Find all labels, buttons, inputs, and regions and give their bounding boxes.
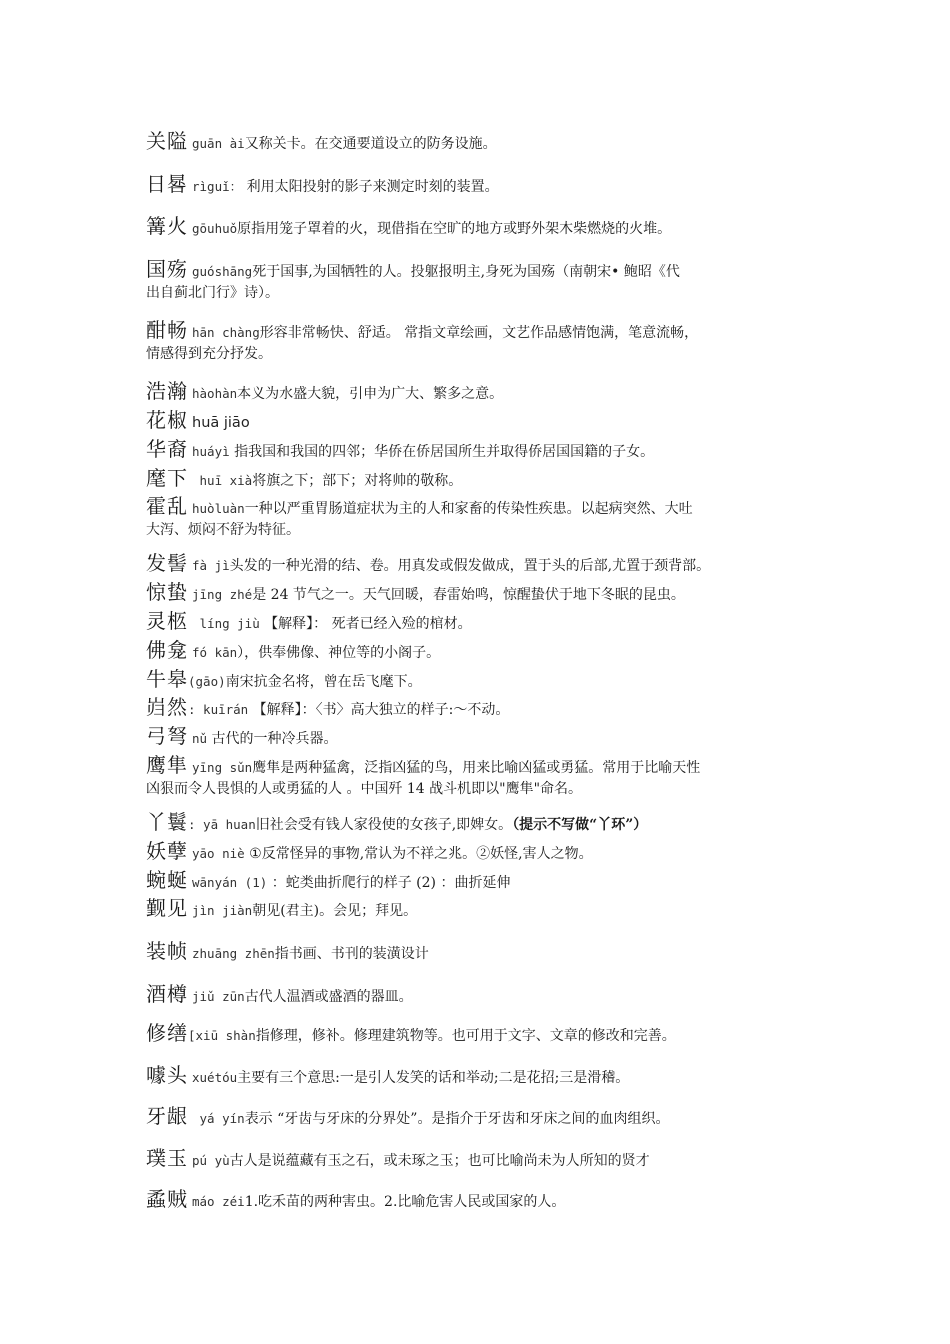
- entry-pinyin: zhuāng zhēn: [192, 946, 275, 961]
- entry-word: 牙龈: [146, 1104, 188, 1128]
- entry-definition: 一种以严重胃肠道症状为主的人和家畜的传染性疾患。以起病突然、大吐: [244, 501, 693, 517]
- entry-pinyin: : yā huan: [188, 817, 256, 832]
- entry-definition: 死于国事,为国牺牲的人。投躯报明主,身死为国殇（南朝宋• 鲍昭《代: [252, 264, 680, 280]
- entry-word: 璞玉: [146, 1146, 188, 1170]
- entry-pinyin: hān chàng: [192, 325, 260, 340]
- entry-word: 麾下: [146, 466, 188, 490]
- entry-note: （提示不写做“丫环”）: [512, 817, 648, 833]
- entry-definition: 指修理，修补。修理建筑物等。也可用于文字、文章的修改和完善。: [255, 1028, 676, 1044]
- entry-word: 华裔: [146, 437, 188, 461]
- entry-fokan: [146, 638, 806, 662]
- entry-lingjiu: [146, 609, 806, 633]
- entry-pinyin: yāo niè: [192, 846, 245, 861]
- entry-word: 惊蛰: [146, 580, 188, 604]
- entry-word: 关隘: [146, 129, 188, 153]
- entry-gongnu: [146, 724, 806, 748]
- entry-word: 岿然: [146, 695, 188, 719]
- entry-pinyin: guóshāng: [192, 264, 253, 279]
- entry-haohan: [146, 379, 806, 403]
- entry-xiushan: [146, 1021, 806, 1045]
- entry-faji: [146, 551, 806, 575]
- entry-definition: 旧社会受有钱人家役使的女孩子,即婢女。: [255, 817, 513, 833]
- entry-niugao: [146, 667, 806, 691]
- entry-pinyin: [xiū shàn: [188, 1028, 256, 1043]
- entry-zhuangzhen: [146, 939, 806, 963]
- entry-definition: 是 24 节气之一。天气回暖，春雷始鸣，惊醒蛰伏于地下冬眠的昆虫。: [252, 587, 685, 603]
- entry-word: 鹰隼: [146, 753, 188, 777]
- entry-pinyin: yá yín: [192, 1111, 245, 1126]
- entry-xuetou: [146, 1063, 806, 1087]
- entry-word: 丫鬟: [146, 810, 188, 834]
- entry-word: 修缮: [146, 1021, 188, 1045]
- entry-yayin: [146, 1104, 806, 1128]
- entry-word: 灵柩: [146, 609, 188, 633]
- entry-definition: ：蛇类曲折爬行的样子 (2) ：曲折延伸: [267, 875, 511, 891]
- entry-pinyin: huā jiāo: [192, 415, 250, 431]
- entry-word: 酒樽: [146, 982, 188, 1006]
- entry-rigui: [146, 172, 806, 196]
- entry-definition: 1.吃禾苗的两种害虫。2.比喻危害人民或国家的人。: [244, 1194, 566, 1210]
- entry-definition: 将旗之下；部下；对将帅的敬称。: [252, 473, 463, 489]
- entry-guanai: [146, 129, 806, 153]
- entry-definition: 【解释】：〈书〉高大独立的样子:～不动。: [248, 702, 510, 718]
- entry-pinyin: huòluàn: [192, 501, 245, 516]
- entry-kuiran: [146, 695, 806, 719]
- entry-huixia: [146, 466, 806, 490]
- entry-word: 发髻: [146, 551, 188, 575]
- entry-yahuan: [146, 810, 806, 834]
- entry-huayi: [146, 437, 806, 461]
- entry-guoshang: [146, 257, 806, 305]
- entry-wanyan: [146, 868, 806, 892]
- entry-pinyin: máo zéi: [192, 1194, 245, 1209]
- entry-puyu: [146, 1146, 806, 1170]
- entry-word: 浩瀚: [146, 379, 188, 403]
- entry-definition: 主要有三个意思:一是引人发笑的话和举动;二是花招;三是滑稽。: [237, 1070, 630, 1086]
- entry-definition: 古代人温酒或盛酒的器皿。: [244, 989, 413, 1005]
- entry-definition: 指我国和我国的四邻；华侨在侨居国所生并取得侨居国国籍的子女。: [229, 444, 655, 460]
- entry-pinyin: jiǔ zūn: [192, 989, 245, 1004]
- entry-word: 酣畅: [146, 318, 188, 342]
- entry-definition: ①反常怪异的事物,常认为不祥之兆。②妖怪,害人之物。: [244, 846, 593, 862]
- entry-definition: ），供奉佛像、神位等的小阁子。: [237, 645, 441, 661]
- entry-pinyin: jīng zhé: [192, 587, 253, 602]
- entry-pinyin: pú yù: [192, 1153, 230, 1168]
- entry-word: 日晷: [146, 172, 188, 196]
- entry-definition: 本义为水盛大貌，引申为广大、繁多之意。: [237, 386, 504, 402]
- entry-word: 噱头: [146, 1063, 188, 1087]
- entry-word: 妖孽: [146, 839, 188, 863]
- entry-word: 篝火: [146, 214, 188, 238]
- entry-pinyin: yīng sǔn: [192, 760, 253, 775]
- entry-definition: 古代的一种冷兵器。: [207, 731, 338, 747]
- entry-gouhuo: [146, 214, 806, 238]
- entry-hanchang: [146, 318, 806, 366]
- entry-definition: 利用太阳投射的影子来测定时刻的装置。: [242, 179, 499, 195]
- entry-word: 装帧: [146, 939, 188, 963]
- entry-definition: 鹰隼是两种猛禽，泛指凶猛的鸟，用来比喻凶猛或勇猛。常用于比喻天性: [252, 760, 701, 776]
- entry-word: 弓弩: [146, 724, 188, 748]
- entry-maozei: [146, 1187, 806, 1211]
- entry-definition: 头发的一种光滑的结、卷。用真发或假发做成，置于头的后部,尤置于颈背部。: [229, 558, 711, 574]
- entry-pinyin: fà jì: [192, 558, 230, 573]
- entry-pinyin: wānyán (1): [192, 875, 268, 890]
- entry-pinyin: gōuhuǒ: [192, 221, 238, 236]
- entry-word: 蟊贼: [146, 1187, 188, 1211]
- entry-word: 蜿蜒: [146, 868, 188, 892]
- entry-definition-continued: 出自蓟北门行》诗）。: [146, 285, 279, 301]
- entry-definition-continued: 情感得到充分抒发。: [146, 346, 272, 362]
- entry-definition-continued: 大泻、烦闷不舒为特征。: [146, 522, 300, 538]
- entry-pinyin: : kuīrán: [188, 702, 249, 717]
- entry-pinyin: nǔ: [192, 731, 208, 746]
- entry-pinyin: jìn jiàn: [192, 903, 253, 918]
- entry-definition: 原指用笼子罩着的火，现借指在空旷的地方或野外架木柴燃烧的火堆。: [237, 221, 672, 237]
- entry-pinyin: fó kān: [192, 645, 238, 660]
- entry-definition: 表示 “牙齿与牙床的分界处”。是指介于牙齿和牙床之间的血肉组织。: [244, 1111, 670, 1127]
- entry-word: 霍乱: [146, 494, 188, 518]
- entry-pinyin: hàohàn: [192, 386, 238, 401]
- entry-definition: 南宋抗金名将，曾在岳飞麾下。: [225, 674, 422, 690]
- entry-pinyin: huáyì: [192, 444, 230, 459]
- entry-definition-continued: 凶狠而令人畏惧的人或勇猛的人 。中国歼 14 战斗机即以"鹰隼"命名。: [146, 781, 583, 797]
- entry-definition: 古人是说蕴藏有玉之石，或未琢之玉；也可比喻尚未为人所知的贤才: [229, 1153, 650, 1169]
- entry-pinyin: xuétóu: [192, 1070, 238, 1085]
- entry-huoluan: [146, 494, 806, 542]
- entry-yaonie: [146, 839, 806, 863]
- entry-pinyin: rìguǐ：: [192, 179, 243, 194]
- entry-jingzhe: [146, 580, 806, 604]
- entry-huajiao: [146, 408, 806, 432]
- entry-jinjian: [146, 896, 806, 920]
- entry-word: 觐见: [146, 896, 188, 920]
- entry-definition: 朝见(君主)。会见；拜见。: [252, 903, 418, 919]
- entry-jiuzun: [146, 982, 806, 1006]
- entry-pinyin: guān ài: [192, 136, 245, 151]
- entry-pinyin: líng jiù: [192, 616, 260, 631]
- entry-word: 花椒: [146, 408, 188, 432]
- entry-yingsun: [146, 753, 806, 801]
- entry-definition: 又称关卡。在交通要道设立的防务设施。: [244, 136, 497, 152]
- entry-pinyin: huī xià: [192, 473, 253, 488]
- entry-definition: 形容非常畅快、舒适。 常指文章绘画，文艺作品感情饱满，笔意流畅，: [259, 325, 699, 341]
- entry-word: 牛皋: [146, 667, 188, 691]
- entry-definition: 指书画、书刊的装潢设计: [274, 946, 429, 962]
- entry-pinyin: (gāo): [188, 674, 226, 689]
- entry-word: 佛龛: [146, 638, 188, 662]
- entry-word: 国殇: [146, 257, 188, 281]
- entry-definition: 【解释】： 死者已经入殓的棺材。: [259, 616, 472, 632]
